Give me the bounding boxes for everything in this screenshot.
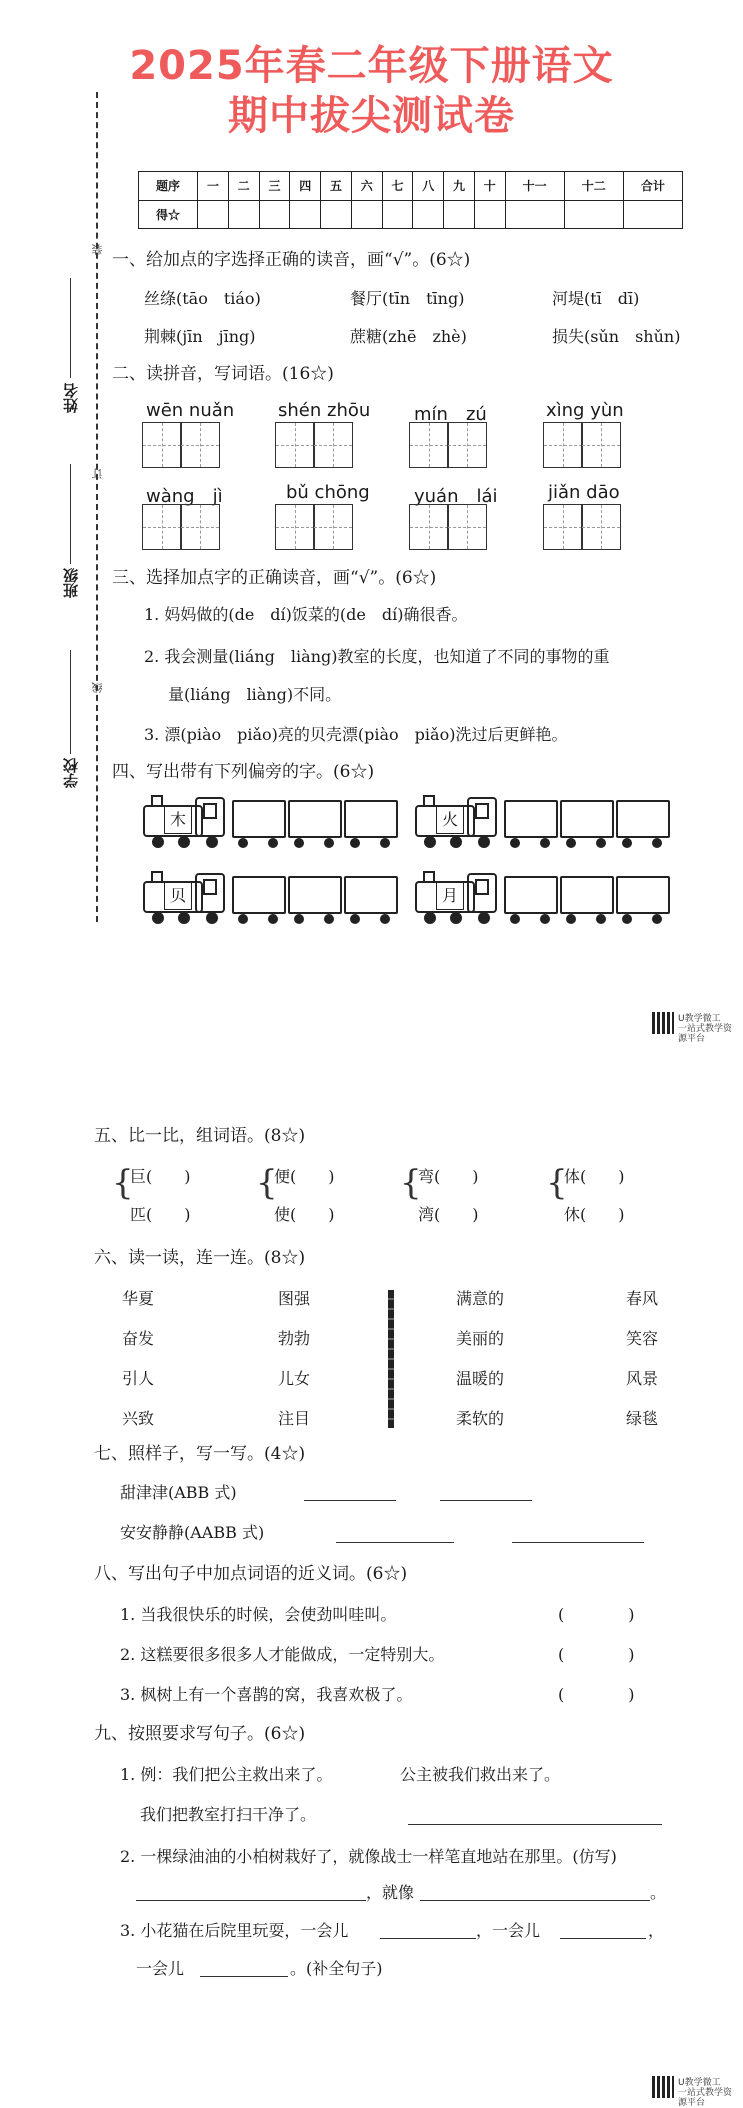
score-cell[interactable]: [564, 200, 623, 229]
sec1-item[interactable]: 荆棘(jīn jīng): [144, 327, 256, 346]
answer-wagon[interactable]: [616, 876, 670, 914]
score-table: [138, 171, 683, 229]
sec5-item[interactable]: 弯( ): [418, 1167, 479, 1186]
answer-wagon[interactable]: [560, 800, 614, 838]
answer-blank[interactable]: [440, 1500, 532, 1501]
sec9-line: 1. 例：我们把公主救出来了。: [120, 1765, 333, 1784]
tian-grid[interactable]: [143, 504, 220, 550]
pinyin-label: bǔ chōng: [286, 482, 370, 503]
score-cell[interactable]: [351, 200, 382, 229]
watermark-logo: [652, 2074, 738, 2108]
sec9-line: 一会儿: [136, 1959, 185, 1978]
answer-wagon[interactable]: [288, 876, 342, 914]
sec9-line: 2. 一棵绿油油的小柏树栽好了，就像战士一样笔直地站在那里。(仿写): [120, 1847, 617, 1866]
sec8-line: 1. 当我很快乐的时候，会使劲叫哇叫。: [120, 1605, 397, 1624]
brace-icon: {: [400, 1163, 422, 1203]
score-cell[interactable]: [290, 200, 321, 229]
qr-code-icon: [652, 2076, 674, 2098]
section5-heading: 五、比一比，组词语。(8☆): [94, 1126, 306, 1146]
match-left-word[interactable]: 柔软的: [456, 1409, 505, 1428]
sec8-line: 2. 这糕要很多很多人才能做成，一定特别大。: [120, 1645, 445, 1664]
section8-heading: 八、写出句子中加点词语的近义词。(6☆): [94, 1564, 408, 1584]
page-title-line2: 期中拔尖测试卷: [228, 93, 515, 139]
match-right-word[interactable]: 注目: [278, 1409, 311, 1428]
train-huo: [410, 792, 670, 852]
pinyin-label: wēn nuǎn: [146, 400, 235, 421]
brace-icon: {: [256, 1163, 278, 1203]
watermark-line1: U教学微工: [678, 1014, 721, 1024]
match-right-word[interactable]: 勃勃: [278, 1329, 311, 1348]
score-header-cell: 十: [474, 172, 505, 201]
score-header-cell: 七: [382, 172, 413, 201]
qr-code-icon: [652, 1012, 674, 1034]
section9-heading: 九、按照要求写句子。(6☆): [94, 1724, 306, 1744]
train-bei: [138, 868, 398, 928]
answer-wagon[interactable]: [232, 800, 286, 838]
score-table-score-row: [139, 200, 683, 229]
score-cell[interactable]: [321, 200, 352, 229]
answer-wagon[interactable]: [288, 800, 342, 838]
sec1-item[interactable]: 损失(sǔn shǔn): [552, 327, 681, 346]
answer-blank[interactable]: [380, 1938, 476, 1939]
sec5-item[interactable]: 巨( ): [130, 1167, 191, 1186]
watermark-line2: 一站式教学资源平台: [678, 1024, 733, 1044]
sec1-item[interactable]: 河堤(tī dī): [552, 289, 640, 308]
score-cell[interactable]: [198, 200, 229, 229]
answer-wagon[interactable]: [560, 876, 614, 914]
binding-mark-zhuang: 装: [91, 244, 104, 255]
answer-wagon[interactable]: [504, 876, 558, 914]
sec8-answer[interactable]: ( ): [558, 1605, 635, 1624]
sec8-line: 3. 枫树上有一个喜鹊的窝，我喜欢极了。: [120, 1685, 413, 1704]
score-header-cell: 四: [290, 172, 321, 201]
score-header-cell: 五: [321, 172, 352, 201]
pinyin-label: wàng jì: [146, 486, 223, 507]
radical-box: 月: [436, 882, 464, 910]
score-cell[interactable]: [623, 200, 682, 229]
tian-grid[interactable]: [276, 504, 353, 550]
brace-icon: {: [546, 1163, 568, 1203]
match-right-word[interactable]: 风景: [626, 1369, 659, 1388]
score-cell[interactable]: [505, 200, 564, 229]
answer-wagon[interactable]: [232, 876, 286, 914]
score-cell[interactable]: [382, 200, 413, 229]
sec9-line: ，一会儿: [476, 1921, 541, 1940]
answer-wagon[interactable]: [344, 800, 398, 838]
match-right-word[interactable]: 绿毯: [626, 1409, 659, 1428]
score-table-header-row: [139, 172, 683, 201]
score-header-cell: 三: [259, 172, 290, 201]
score-header-cell: 一: [198, 172, 229, 201]
sec7-example2: 安安静静(AABB 式): [120, 1523, 265, 1542]
tian-grid[interactable]: [544, 504, 621, 550]
tian-grid[interactable]: [544, 422, 621, 468]
score-header-cell: 九: [444, 172, 475, 201]
name-label: 姓名: [62, 383, 80, 413]
sec9-line: ，就像: [366, 1883, 415, 1902]
match-left-word[interactable]: 满意的: [456, 1289, 505, 1308]
match-left-word[interactable]: 兴致: [122, 1409, 155, 1428]
radical-box: 木: [164, 806, 192, 834]
match-left-word[interactable]: 奋发: [122, 1329, 155, 1348]
watermark-line1: U教学微工: [678, 2078, 721, 2088]
match-right-word[interactable]: 儿女: [278, 1369, 311, 1388]
answer-blank[interactable]: [420, 1900, 650, 1901]
score-cell[interactable]: [474, 200, 505, 229]
answer-blank[interactable]: [512, 1542, 644, 1543]
sec7-example1: 甜津津(ABB 式): [120, 1483, 237, 1502]
match-left-word[interactable]: 华夏: [122, 1289, 155, 1308]
school-field[interactable]: [70, 650, 71, 754]
class-field[interactable]: [70, 464, 71, 564]
sec1-item[interactable]: 丝绦(tāo tiáo): [144, 289, 261, 308]
sec3-line[interactable]: 2. 我会测量(liáng liàng)教室的长度，也知道了不同的事物的重: [144, 647, 610, 666]
match-right-word[interactable]: 图强: [278, 1289, 311, 1308]
train-mu: [138, 792, 398, 852]
radical-box: 火: [436, 806, 464, 834]
pinyin-label: xìng yùn: [546, 400, 624, 421]
page-title-line1: 2025年春二年级下册语文: [129, 43, 614, 89]
answer-wagon[interactable]: [616, 800, 670, 838]
sec9-line: 我们把教室打扫干净了。: [140, 1805, 317, 1824]
answer-blank[interactable]: [304, 1500, 396, 1501]
sec9-line: 公主被我们救出来了。: [400, 1765, 561, 1784]
score-cell[interactable]: [228, 200, 259, 229]
sec9-line: 。(补全句子): [290, 1959, 383, 1978]
tian-grid[interactable]: [410, 504, 487, 550]
sec3-line[interactable]: 3. 漂(piào piǎo)亮的贝壳漂(piào piǎo)洗过后更鲜艳。: [144, 725, 568, 744]
sec9-line: 。: [650, 1883, 667, 1902]
answer-blank[interactable]: [560, 1938, 646, 1939]
sec5-item[interactable]: 便( ): [274, 1167, 335, 1186]
section4-heading: 四、写出带有下列偏旁的字。(6☆): [112, 762, 375, 782]
section7-heading: 七、照样子，写一写。(4☆): [94, 1444, 306, 1464]
train-yue: [410, 868, 670, 928]
score-cell[interactable]: [413, 200, 444, 229]
score-header-cell: 十二: [564, 172, 623, 201]
score-header-cell: 十一: [505, 172, 564, 201]
sec9-line: 3. 小花猫在后院里玩耍，一会儿: [120, 1921, 349, 1940]
sec5-item[interactable]: 湾( ): [418, 1205, 479, 1224]
match-right-word[interactable]: 春风: [626, 1289, 659, 1308]
section6-heading: 六、读一读，连一连。(8☆): [94, 1248, 306, 1268]
binding-mark-xian: 线: [91, 682, 104, 693]
radical-box: 贝: [164, 882, 192, 910]
match-left-word[interactable]: 美丽的: [456, 1329, 505, 1348]
school-label: 学校: [62, 758, 80, 788]
class-label: 班级: [62, 568, 80, 598]
score-header-cell: 二: [228, 172, 259, 201]
name-field[interactable]: [70, 278, 71, 378]
sec8-answer[interactable]: ( ): [558, 1685, 635, 1704]
sec9-line: ，: [648, 1921, 665, 1940]
binding-mark-ding: 订: [91, 468, 104, 479]
sec1-item[interactable]: 蔗糖(zhē zhè): [350, 327, 467, 346]
answer-blank[interactable]: [136, 1900, 366, 1901]
score-header-cell: 八: [413, 172, 444, 201]
match-left-word[interactable]: 温暖的: [456, 1369, 505, 1388]
score-header-cell: 合计: [623, 172, 682, 201]
score-cell[interactable]: [259, 200, 290, 229]
sec5-item[interactable]: 匹( ): [130, 1205, 191, 1224]
sec5-item[interactable]: 体( ): [564, 1167, 625, 1186]
brace-icon: {: [112, 1163, 134, 1203]
pinyin-label: yuán lái: [414, 486, 498, 507]
column-divider: [388, 1290, 394, 1428]
tian-grid[interactable]: [276, 422, 353, 468]
section2-heading: 二、读拼音，写词语。(16☆): [112, 364, 334, 384]
sec3-line[interactable]: 量(liáng liàng)不同。: [168, 685, 342, 704]
score-cell[interactable]: [444, 200, 475, 229]
sec8-answer[interactable]: ( ): [558, 1645, 635, 1664]
sec5-item[interactable]: 使( ): [274, 1205, 335, 1224]
watermark-logo: [652, 1010, 738, 1044]
match-right-word[interactable]: 笑容: [626, 1329, 659, 1348]
tian-grid[interactable]: [143, 422, 220, 468]
answer-wagon[interactable]: [344, 876, 398, 914]
sec1-item[interactable]: 餐厅(tīn tīng): [350, 289, 465, 308]
pinyin-label: shén zhōu: [278, 400, 371, 421]
pinyin-label: mín zú: [414, 404, 487, 425]
binding-dashed-line: [96, 92, 98, 922]
sec3-line[interactable]: 1. 妈妈做的(de dí)饭菜的(de dí)确很香。: [144, 605, 468, 624]
sec5-item[interactable]: 休( ): [564, 1205, 625, 1224]
answer-blank[interactable]: [336, 1542, 454, 1543]
answer-wagon[interactable]: [504, 800, 558, 838]
section1-heading: 一、给加点的字选择正确的读音，画“√”。(6☆): [112, 250, 471, 270]
watermark-line2: 一站式教学资源平台: [678, 2088, 733, 2108]
score-row-label: 得☆: [139, 200, 198, 229]
match-left-word[interactable]: 引人: [122, 1369, 155, 1388]
pinyin-label: jiǎn dāo: [548, 482, 620, 503]
score-header-cell: 六: [351, 172, 382, 201]
score-header-cell: 题序: [139, 172, 198, 201]
tian-grid[interactable]: [410, 422, 487, 468]
answer-blank[interactable]: [200, 1976, 288, 1977]
answer-blank[interactable]: [408, 1824, 662, 1825]
section3-heading: 三、选择加点字的正确读音，画“√”。(6☆): [112, 568, 437, 588]
